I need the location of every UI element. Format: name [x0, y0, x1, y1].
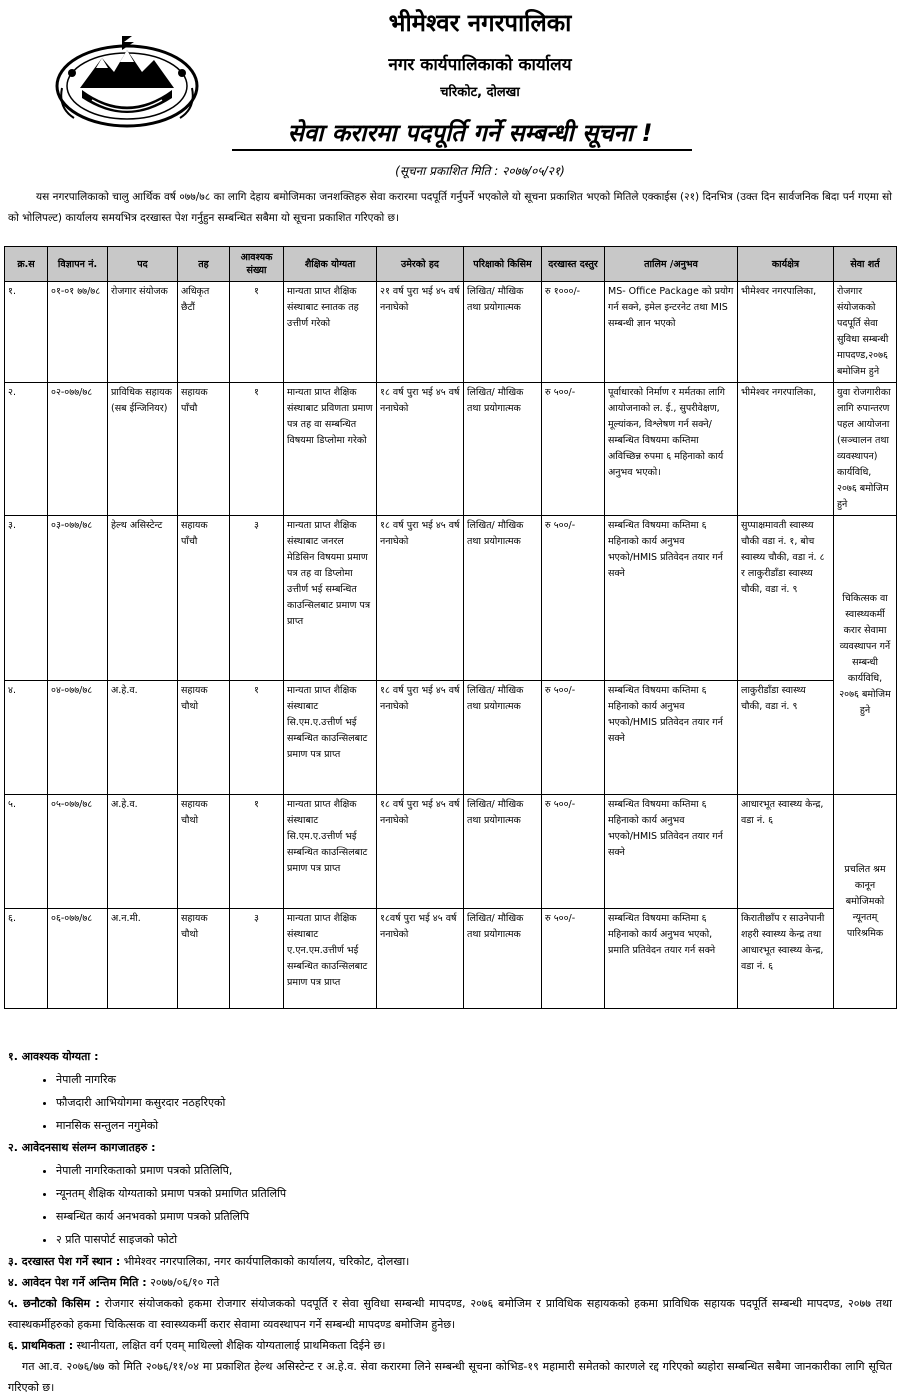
organization-name: भीमेश्वर नगरपालिका	[388, 9, 572, 37]
training-experience-cell: MS- Office Package को प्रयोग गर्न सक्ने, इमेल इन्टरनेट तथा MIS सम्बन्धी ज्ञान भएको	[605, 282, 738, 383]
list-item: • सम्बन्धित कार्य अनभवको प्रमाण पत्रको प्रतिलिपि	[56, 1205, 892, 1228]
level-cell: सहायक पाँचौ	[178, 516, 230, 681]
serial-cell: ६.	[5, 909, 48, 1009]
section-label: ४. आवेदन पेश गर्ने अन्तिम मिति :	[8, 1276, 147, 1289]
application-fee-cell: रु ५००/-	[542, 516, 605, 681]
publish-date: (सूचना प्रकाशित मिति : २०७७/०५/२१)	[395, 164, 565, 178]
section-heading: २. आवेदनसाथ संलग्न कागजातहरु :	[8, 1141, 156, 1154]
workplace-cell: किरातीछाँप र साउनेपानी शहरी स्वास्थ्य केन्द्र तथा आधारभूत स्वास्थ्य केन्द्र, वडा नं. ६	[738, 909, 834, 1009]
attached-documents-list	[8, 1159, 892, 1251]
column-header: दरखास्त दस्तुर	[542, 247, 605, 282]
age-limit-cell: १८ वर्ष पुरा भई ४५ वर्ष ननाघेको	[377, 516, 464, 681]
exam-type-cell: लिखित/ मौखिक तथा प्रयोगात्मक	[464, 282, 542, 383]
section-text: स्थानीयता, लक्षित वर्ग एवम् माथिल्लो शैक्षिक योग्यतालाई प्राथमिकता दिईने छ।	[76, 1339, 386, 1352]
table-header-row	[5, 247, 897, 282]
required-count-cell: १	[230, 383, 284, 516]
column-header: आवश्यक संख्या	[230, 247, 284, 282]
submission-place	[8, 1251, 892, 1272]
service-terms-cell: युवा रोजगारीका लागि रुपान्तरण पहल आयोजना (सञ्चालन तथा व्यवस्थापन) कार्यविधि, २०७६ बमोजिम हुने	[834, 383, 897, 516]
level-cell: सहायक चौथो	[178, 909, 230, 1009]
qualification-cell: मान्यता प्राप्त शैक्षिक संस्थाबाट जनरल मेडिसिन विषयमा प्रमाण पत्र तह वा डिप्लोमा उत्तीर्ण भई सम्बन्धित काउन्सिलबाट प्रमाण पत्र प्राप्त	[284, 516, 377, 681]
workplace-cell: सुप्पाक्षमावती स्वास्थ्य चौकी वडा नं. १, बोच स्वास्थ्य चौकी, वडा नं. ८ र लाकुरीडाँडा स्वास्थ्य चौकी, वडा नं. ९	[738, 516, 834, 681]
workplace-cell: भीमेश्वर नगरपालिका,	[738, 383, 834, 516]
training-experience-cell: सम्बन्धित विषयमा कम्तिमा ६ महिनाको कार्य अनुभव भएको/HMIS प्रतिवेदन तयार गर्न सक्ने	[605, 516, 738, 681]
workplace-cell: भीमेश्वर नगरपालिका,	[738, 282, 834, 383]
application-fee-cell: रु ५००/-	[542, 383, 605, 516]
qualification-cell: मान्यता प्राप्त शैक्षिक संस्थाबाट ए.एन.एम.उत्तीर्ण भई सम्बन्धित काउन्सिलबाट प्रमाण पत्र प्राप्त	[284, 909, 377, 1009]
post-cell: अ.हे.व.	[108, 681, 178, 795]
table-row	[5, 516, 897, 681]
qualification-cell: मान्यता प्राप्त शैक्षिक संस्थाबाट प्रविणता प्रमाण पत्र तह वा सम्बन्धित विषयमा डिप्लोमा गरेको	[284, 383, 377, 516]
level-cell: सहायक चौथो	[178, 681, 230, 795]
table-row	[5, 795, 897, 909]
application-deadline	[8, 1272, 892, 1293]
notice-header	[0, 0, 900, 200]
required-count-cell: ३	[230, 909, 284, 1009]
exam-type-cell: लिखित/ मौखिक तथा प्रयोगात्मक	[464, 681, 542, 795]
column-header: क्र.स	[5, 247, 48, 282]
advertisement-number-cell: ०६-०७७/७८	[48, 909, 108, 1009]
qualification-cell: मान्यता प्राप्त शैक्षिक संस्थाबाट सि.एम.ए.उत्तीर्ण भई सम्बन्धित काउन्सिलबाट प्रमाण पत्र प्राप्त	[284, 795, 377, 909]
workplace-cell: लाकुरीडाँडा स्वास्थ्य चौकी, वडा नं. ९	[738, 681, 834, 795]
list-item: • फौजदारी आभियोगमा कसुरदार नठहरिएको	[56, 1091, 892, 1114]
advertisement-number-cell: ०५-०७७/७८	[48, 795, 108, 909]
notice-sections	[8, 1046, 892, 1398]
serial-cell: ३.	[5, 516, 48, 681]
section-label: ६. प्राथमिकता :	[8, 1339, 74, 1352]
application-fee-cell: रु ५००/-	[542, 681, 605, 795]
required-count-cell: १	[230, 282, 284, 383]
closing-note: गत आ.व. २०७६/७७ को मिति २०७६/११/०४ मा प्रकाशित हेल्थ असिस्टेन्ट र अ.हे.व. सेवा करारमा लिने सम्बन्धी सूचना कोभिड-१९ महामारी समेतको कारणले रद्द गरिएको ब्यहोरा सम्बन्धित सबैमा जानकारीका लागि सूचित गरिएको छ।	[8, 1360, 892, 1394]
training-experience-cell: सम्बन्धित विषयमा कम्तिमा ६ महिनाको कार्य अनुभव भएको/HMIS प्रतिवेदन तयार गर्न सक्ने	[605, 795, 738, 909]
table-row	[5, 282, 897, 383]
column-header: तालिम /अनुभव	[605, 247, 738, 282]
section-text: भीमेश्वर नगरपालिका, नगर कार्यपालिकाको कार्यालय, चरिकोट, दोलखा।	[123, 1255, 410, 1268]
post-cell: अ.हे.व.	[108, 795, 178, 909]
office-address: चरिकोट, दोलखा	[440, 85, 520, 100]
age-limit-cell: १८ वर्ष पुरा भई ४५ वर्ष ननाघेको	[377, 681, 464, 795]
list-item: • न्यूनतम् शैक्षिक योग्यताको प्रमाण पत्रको प्रमाणित प्रतिलिपि	[56, 1182, 892, 1205]
service-terms-cell: प्रचलित श्रम कानून बमोजिमको न्यूनतम् पारिश्रमिक	[834, 795, 897, 1009]
serial-cell: २.	[5, 383, 48, 516]
title-underline	[232, 149, 692, 151]
exam-type-cell: लिखित/ मौखिक तथा प्रयोगात्मक	[464, 383, 542, 516]
vacancy-table	[4, 246, 897, 1009]
application-fee-cell: रु ५००/-	[542, 909, 605, 1009]
section-label: ५. छनौटको किसिम :	[8, 1297, 100, 1310]
exam-type-cell: लिखित/ मौखिक तथा प्रयोगात्मक	[464, 795, 542, 909]
level-cell: सहायक पाँचौ	[178, 383, 230, 516]
qualification-cell: मान्यता प्राप्त शैक्षिक संस्थाबाट स्नातक तह उत्तीर्ण गरेको	[284, 282, 377, 383]
serial-cell: १.	[5, 282, 48, 383]
notice-title: सेवा करारमा पदपूर्ति गर्ने सम्बन्धी सूचना !	[287, 119, 653, 147]
required-qualifications-list	[8, 1068, 892, 1137]
exam-type-cell: लिखित/ मौखिक तथा प्रयोगात्मक	[464, 909, 542, 1009]
age-limit-cell: १८ वर्ष पुरा भई ४५ वर्ष ननाघेको	[377, 795, 464, 909]
column-header: उमेरको हद	[377, 247, 464, 282]
serial-cell: ४.	[5, 681, 48, 795]
required-count-cell: ३	[230, 516, 284, 681]
post-cell: हेल्थ असिस्टेन्ट	[108, 516, 178, 681]
training-experience-cell: सम्बन्धित विषयमा कम्तिमा ६ महिनाको कार्य अनुभव भएको, प्रमाति प्रतिवेदन तयार गर्न सक्ने	[605, 909, 738, 1009]
column-header: शैक्षिक योग्यता	[284, 247, 377, 282]
table-row	[5, 681, 897, 795]
age-limit-cell: १८ वर्ष पुरा भई ४५ वर्ष ननाघेको	[377, 383, 464, 516]
qualification-cell: मान्यता प्राप्त शैक्षिक संस्थाबाट सि.एम.ए.उत्तीर्ण भई सम्बन्धित काउन्सिलबाट प्रमाण पत्र प्राप्त	[284, 681, 377, 795]
section-heading: १. आवश्यक योग्यता :	[8, 1050, 99, 1063]
service-terms-cell: चिकित्सक वा स्वास्थ्यकर्मी करार सेवामा व्यवस्थापन गर्ने सम्बन्धी कार्यविधि, २०७६ बमोजिम हुने	[834, 516, 897, 795]
advertisement-number-cell: ०२-०७७/७८	[48, 383, 108, 516]
application-fee-cell: रु १०००/-	[542, 282, 605, 383]
exam-type-cell: लिखित/ मौखिक तथा प्रयोगात्मक	[464, 516, 542, 681]
column-header: तह	[178, 247, 230, 282]
service-terms-cell: रोजगार संयोजकको पदपूर्ति सेवा सुविधा सम्बन्धी मापदण्ड,२०७६ बमोजिम हुने	[834, 282, 897, 383]
list-item: • नेपाली नागरिकताको प्रमाण पत्रको प्रतिलिपि,	[56, 1159, 892, 1182]
section-label: ३. दरखास्त पेश गर्ने स्थान :	[8, 1255, 121, 1268]
training-experience-cell: पूर्वाधारको निर्माण र मर्मतका लागि आयोजनाको ल. ई., सुपरीवेक्षण, मूल्यांकन, विश्लेषण गर्न सक्ने/सम्बन्धित विषयमा कम्तिमा अविच्छिन्न रुपमा ६ महिनाको कार्य अनुभव भएको।	[605, 383, 738, 516]
workplace-cell: आधारभूत स्वास्थ्य केन्द्र, वडा नं. ६	[738, 795, 834, 909]
office-name: नगर कार्यपालिकाको कार्यालय	[388, 55, 572, 75]
table-row	[5, 383, 897, 516]
post-cell: प्राविधिक सहायक (सब ईन्जिनियर)	[108, 383, 178, 516]
priority	[8, 1335, 892, 1356]
list-item: • नेपाली नागरिक	[56, 1068, 892, 1091]
training-experience-cell: सम्बन्धित विषयमा कम्तिमा ६ महिनाको कार्य अनुभव भएको/HMIS प्रतिवेदन तयार गर्न सक्ने	[605, 681, 738, 795]
advertisement-number-cell: ०१-०१ ७७/७८	[48, 282, 108, 383]
post-cell: रोजगार संयोजक	[108, 282, 178, 383]
column-header: कार्यक्षेत्र	[738, 247, 834, 282]
selection-method	[8, 1293, 892, 1335]
column-header: परिक्षाको किसिम	[464, 247, 542, 282]
age-limit-cell: २१ वर्ष पुरा भई ४५ वर्ष ननाघेको	[377, 282, 464, 383]
required-count-cell: १	[230, 681, 284, 795]
section-text: रोजगार संयोजकको हकमा रोजगार संयोजकको पदपूर्ति र सेवा सुविधा सम्बन्धी मापदण्ड, २०७६ बमोजिम र प्राविधिक सहायकको हकमा प्राविधिक सहायक पदपूर्ति सम्बन्धी मापदण्ड, २०७७ तथा स्वास्थकर्मीहरुको हकमा चिकित्सक वा स्वास्थ्यकर्मी करार सेवामा व्यवस्थापन गर्ने सम्बन्धी मापदण्ड बमोजिम हुनेछ।	[8, 1297, 892, 1331]
column-header: विज्ञापन नं.	[48, 247, 108, 282]
application-fee-cell: रु ५००/-	[542, 795, 605, 909]
column-header: सेवा शर्त	[834, 247, 897, 282]
table-row	[5, 909, 897, 1009]
advertisement-number-cell: ०३-०७७/७८	[48, 516, 108, 681]
advertisement-number-cell: ०४-०७७/७८	[48, 681, 108, 795]
required-count-cell: १	[230, 795, 284, 909]
level-cell: सहायक चौथो	[178, 795, 230, 909]
level-cell: अधिकृत छैटौं	[178, 282, 230, 383]
serial-cell: ५.	[5, 795, 48, 909]
age-limit-cell: १८वर्ष पुरा भई ४५ वर्ष ननाघेको	[377, 909, 464, 1009]
column-header: पद	[108, 247, 178, 282]
post-cell: अ.न.मी.	[108, 909, 178, 1009]
list-item: • २ प्रति पासपोर्ट साइजको फोटो	[56, 1228, 892, 1251]
section-text: २०७७/०६/१० गते	[150, 1276, 220, 1289]
intro-paragraph: यस नगरपालिकाको चालु आर्थिक वर्ष ०७७/७८ का लागि देहाय बमोजिमका जनशक्तिहरु सेवा करारमा पदपूर्ति गर्नुपर्ने भएकोले यो सूचना प्रकाशित भएको मितिले एक्काईस (२१) दिनभित्र (उक्त दिन सार्वजनिक बिदा पर्न गएमा सो को भोलिपल्ट) कार्यालय समयभित्र दरखास्त पेश गर्नुहुन सम्बन्धित सबैमा यो सूचना प्रकाशित गरिएको छ।	[8, 191, 892, 224]
nepal-government-emblem-icon	[52, 28, 202, 133]
list-item: • मानसिक सन्तुलन नगुमेको	[56, 1114, 892, 1137]
